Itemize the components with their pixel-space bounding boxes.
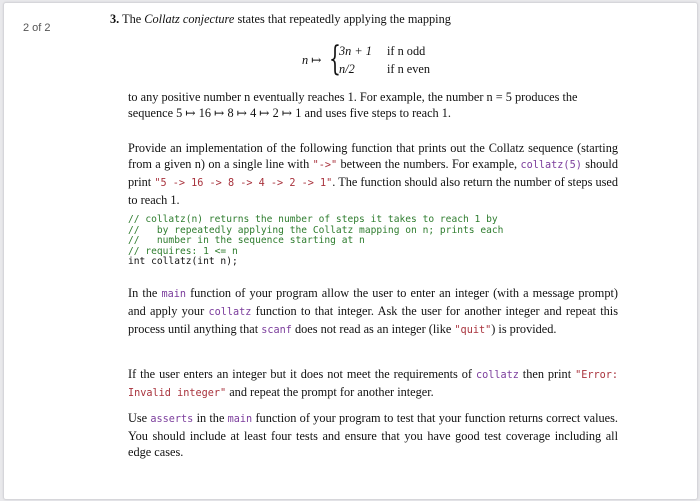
document-page	[3, 2, 698, 500]
page-indicator: 2 of 2	[23, 22, 51, 34]
para1-line2: sequence 5 ↦ 16 ↦ 8 ↦ 4 ↦ 2 ↦ 1 and uses five steps to reach 1.	[128, 106, 452, 120]
collatz-mapping-formula	[302, 39, 502, 83]
collatz-keyword: collatz	[475, 370, 519, 381]
output-string: "5 -> 16 -> 8 -> 4 -> 2 -> 1"	[154, 178, 333, 189]
para5-text-a: Use	[128, 411, 151, 425]
problem-number: 3.	[110, 12, 120, 26]
para4-text-a: If the user enters an integer but it does not meet the requirements of	[128, 367, 476, 381]
para3-text-b: function of your program allow the user to enter an integer (with a message prompt) and apply your	[128, 286, 618, 318]
paragraph-example	[128, 89, 618, 121]
quit-string: "quit"	[454, 325, 492, 336]
para3-text-d: does not read as an integer (like	[291, 322, 455, 336]
heading-pre: The	[122, 12, 142, 26]
paragraph-main-function	[128, 285, 618, 339]
heading-term: Collatz conjecture	[144, 12, 235, 26]
case2-value: n/2	[339, 62, 355, 76]
para3-text-e: ) is provided.	[491, 322, 557, 336]
para3-text-a: In the	[128, 286, 162, 300]
para5-text-c: function of your program to test that your function returns correct values. You should include at least four tests and ensure that you have good test coverage including all edge cases.	[128, 411, 618, 459]
case2-condition: if n even	[387, 62, 431, 76]
para1-line1: to any positive number n eventually reaches 1. For example, the number n = 5 produces the	[128, 90, 578, 104]
code-block	[128, 215, 618, 268]
code-comment-line: // number in the sequence starting at n	[128, 235, 365, 247]
heading-post: states that repeatedly applying the mapping	[237, 12, 451, 26]
main-keyword: main	[227, 414, 253, 425]
para2-text-a: Provide an implementation of the following function that prints out the Collatz sequence (starting from a given n) on a single line with	[128, 141, 618, 171]
paragraph-error-handling	[128, 366, 618, 402]
para2-text-c: should print	[128, 157, 618, 189]
collatz-keyword: collatz	[208, 307, 252, 318]
para2-text-b: between the numbers. For example,	[337, 157, 521, 171]
para5-text-b: in the	[193, 411, 228, 425]
code-comment-line: // requires: 1 <= n	[128, 245, 238, 257]
error-string: "Error: Invalid integer"	[128, 370, 618, 399]
arrow-string: "->"	[312, 160, 338, 171]
code-comment-line: // by repeatedly applying the Collatz mapping on n; prints each	[128, 224, 504, 236]
brace-symbol: {	[329, 39, 341, 79]
main-keyword: main	[161, 289, 186, 300]
problem-heading	[110, 11, 451, 27]
code-comment-line: // collatz(n) returns the number of steps it takes to reach 1 by	[128, 214, 498, 225]
para4-text-c: and repeat the prompt for another integer.	[226, 385, 434, 399]
case1-value: 3n + 1	[339, 44, 372, 58]
paragraph-implementation	[128, 140, 618, 208]
collatz-call: collatz(5)	[520, 160, 582, 171]
case1-condition: if n odd	[387, 44, 426, 58]
para3-text-c: function to that integer. Ask the user for another integer and repeat this process until anything that	[128, 304, 618, 336]
para2-text-d: . The function should also return the number of steps used to reach 1.	[128, 175, 618, 207]
paragraph-testing	[128, 410, 618, 460]
mapping-lhs: n ↦	[302, 53, 322, 67]
code-declaration-line: int collatz(int n);	[128, 256, 238, 268]
scanf-keyword: scanf	[261, 325, 292, 336]
asserts-keyword: asserts	[150, 414, 194, 425]
para4-text-b: then print	[518, 367, 576, 381]
